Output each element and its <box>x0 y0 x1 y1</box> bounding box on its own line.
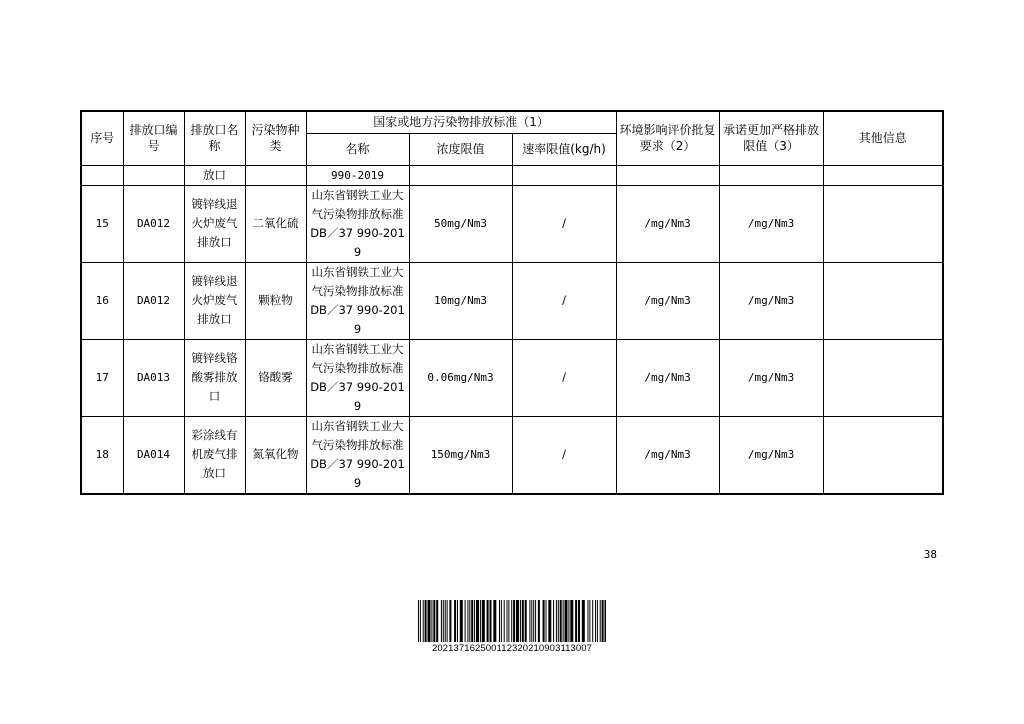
cell-concentration <box>409 165 512 185</box>
cell-strict: /mg/Nm3 <box>719 416 823 494</box>
cell-code: DA014 <box>123 416 184 494</box>
header-concentration-limit: 浓度限值 <box>409 133 512 165</box>
cell-code: DA012 <box>123 185 184 262</box>
header-pollutant: 污染物种类 <box>245 111 306 165</box>
header-standard-name: 名称 <box>306 133 409 165</box>
header-rate-limit: 速率限值(kg/h) <box>512 133 616 165</box>
emission-standards-table <box>80 110 944 495</box>
cell-seq <box>81 165 123 185</box>
header-outlet-name: 排放口名称 <box>184 111 245 165</box>
barcode-number: 20213716250011232021090311300​7 <box>431 643 593 654</box>
cell-other <box>823 262 943 339</box>
cell-eia: /mg/Nm3 <box>616 416 719 494</box>
barcode-icon <box>418 600 606 642</box>
cell-outlet-name: 放口 <box>184 165 245 185</box>
cell-outlet-name: 镀锌线退火炉废气排放口 <box>184 262 245 339</box>
cell-outlet-name: 镀锌线退火炉废气排放口 <box>184 185 245 262</box>
cell-rate: / <box>512 185 616 262</box>
cell-seq: 15 <box>81 185 123 262</box>
cell-strict: /mg/Nm3 <box>719 185 823 262</box>
cell-eia <box>616 165 719 185</box>
cell-other <box>823 339 943 416</box>
table-row <box>81 262 943 339</box>
cell-standard-name: 山东省钢铁工业大气污染物排放标准DB／37 990-2019 <box>306 185 409 262</box>
cell-pollutant: 氮氧化物 <box>245 416 306 494</box>
cell-standard-name: 山东省钢铁工业大气污染物排放标准DB／37 990-2019 <box>306 416 409 494</box>
cell-pollutant: 铬酸雾 <box>245 339 306 416</box>
header-standard-group: 国家或地方污染物排放标准（1） <box>306 111 616 133</box>
cell-eia: /mg/Nm3 <box>616 339 719 416</box>
header-eia-requirement: 环境影响评价批复要求（2） <box>616 111 719 165</box>
header-seq: 序号 <box>81 111 123 165</box>
cell-seq: 16 <box>81 262 123 339</box>
header-outlet-code: 排放口编号 <box>123 111 184 165</box>
cell-outlet-name: 镀锌线铬酸雾排放口 <box>184 339 245 416</box>
cell-standard-name: 山东省钢铁工业大气污染物排放标准DB／37 990-2019 <box>306 339 409 416</box>
cell-pollutant: 二氧化硫 <box>245 185 306 262</box>
cell-rate: / <box>512 339 616 416</box>
cell-code <box>123 165 184 185</box>
header-stricter-limit: 承诺更加严格排放限值（3） <box>719 111 823 165</box>
cell-rate <box>512 165 616 185</box>
cell-code: DA013 <box>123 339 184 416</box>
continuation-row <box>81 165 943 185</box>
cell-standard-name: 990-2019 <box>306 165 409 185</box>
cell-standard-name: 山东省钢铁工业大气污染物排放标准DB／37 990-2019 <box>306 262 409 339</box>
cell-concentration: 0.06mg/Nm3 <box>409 339 512 416</box>
cell-concentration: 10mg/Nm3 <box>409 262 512 339</box>
table-row <box>81 185 943 262</box>
header-other-info: 其他信息 <box>823 111 943 165</box>
cell-strict: /mg/Nm3 <box>719 339 823 416</box>
cell-eia: /mg/Nm3 <box>616 262 719 339</box>
cell-concentration: 150mg/Nm3 <box>409 416 512 494</box>
cell-pollutant <box>245 165 306 185</box>
cell-code: DA012 <box>123 262 184 339</box>
page-number: 38 <box>923 548 937 561</box>
cell-other <box>823 185 943 262</box>
table-row <box>81 339 943 416</box>
cell-pollutant: 颗粒物 <box>245 262 306 339</box>
cell-seq: 18 <box>81 416 123 494</box>
cell-rate: / <box>512 262 616 339</box>
cell-other <box>823 416 943 494</box>
cell-seq: 17 <box>81 339 123 416</box>
cell-strict <box>719 165 823 185</box>
cell-other <box>823 165 943 185</box>
cell-strict: /mg/Nm3 <box>719 262 823 339</box>
cell-rate: / <box>512 416 616 494</box>
cell-concentration: 50mg/Nm3 <box>409 185 512 262</box>
cell-outlet-name: 彩涂线有机废气排放口 <box>184 416 245 494</box>
table-row <box>81 416 943 494</box>
cell-eia: /mg/Nm3 <box>616 185 719 262</box>
